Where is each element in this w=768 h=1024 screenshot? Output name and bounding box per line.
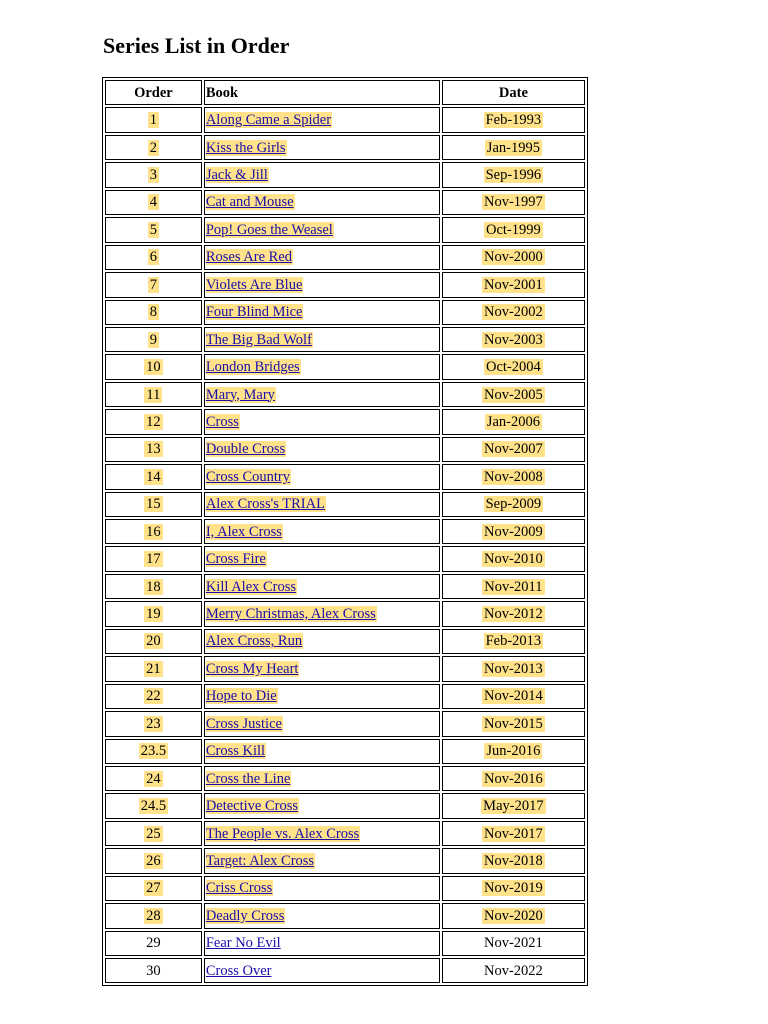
date-cell: [442, 848, 585, 873]
table-row: [105, 272, 585, 297]
order-number: 24.5: [140, 798, 167, 815]
publication-date: Nov-2020: [483, 907, 543, 924]
table-row: [105, 848, 585, 873]
series-rows: [105, 107, 585, 983]
book-title-link[interactable]: Kiss the Girls: [205, 139, 286, 156]
book-cell: [204, 793, 440, 818]
publication-date: Nov-2009: [483, 523, 543, 540]
book-cell: [204, 876, 440, 901]
order-cell: [105, 574, 202, 599]
table-row: [105, 217, 585, 242]
date-cell: [442, 711, 585, 736]
table-row: [105, 574, 585, 599]
table-row: [105, 739, 585, 764]
publication-date: May-2017: [483, 798, 544, 815]
table-row: [105, 107, 585, 132]
book-title-link[interactable]: Cross: [205, 413, 239, 430]
book-cell: [204, 107, 440, 132]
table-header-row: [105, 80, 585, 105]
order-cell: [105, 546, 202, 571]
book-cell: [204, 848, 440, 873]
book-title-link[interactable]: Alex Cross's TRIAL: [205, 496, 325, 513]
order-number: 4: [149, 194, 158, 211]
date-cell: [442, 793, 585, 818]
book-title-link[interactable]: Cross Fire: [205, 551, 266, 568]
date-cell: [442, 245, 585, 270]
date-cell: [442, 300, 585, 325]
publication-date: Nov-2012: [483, 606, 543, 623]
publication-date: Nov-1997: [483, 194, 543, 211]
order-cell: [105, 300, 202, 325]
table-row: [105, 519, 585, 544]
order-cell: [105, 327, 202, 352]
book-title-link[interactable]: Roses Are Red: [205, 249, 292, 266]
order-cell: [105, 464, 202, 489]
book-title-link[interactable]: Violets Are Blue: [205, 276, 303, 293]
table-row: [105, 821, 585, 846]
date-cell: [442, 821, 585, 846]
publication-date: Nov-2010: [483, 551, 543, 568]
order-cell: [105, 656, 202, 681]
order-number: 10: [146, 359, 161, 376]
book-title-link[interactable]: Jack & Jill: [205, 167, 268, 184]
publication-date: Nov-2001: [483, 276, 543, 293]
order-cell: [105, 629, 202, 654]
date-cell: [442, 190, 585, 215]
book-title-link[interactable]: Cross Kill: [205, 743, 266, 760]
publication-date: Nov-2011: [484, 578, 543, 595]
table-row: [105, 629, 585, 654]
publication-date: Nov-2018: [483, 852, 543, 869]
book-title-link[interactable]: Fear No Evil: [205, 935, 281, 952]
order-number: 3: [149, 167, 158, 184]
table-row: [105, 437, 585, 462]
date-cell: [442, 684, 585, 709]
table-row: [105, 684, 585, 709]
order-number: 6: [149, 249, 158, 266]
order-number: 12: [146, 413, 161, 430]
book-cell: [204, 464, 440, 489]
order-number: 21: [146, 660, 161, 677]
order-cell: [105, 848, 202, 873]
book-title-link[interactable]: Mary, Mary: [205, 386, 275, 403]
table-row: [105, 162, 585, 187]
date-cell: [442, 629, 585, 654]
order-number: 23.5: [140, 743, 167, 760]
order-cell: [105, 931, 202, 956]
publication-date: Nov-2021: [483, 935, 543, 952]
book-title-link[interactable]: Alex Cross, Run: [205, 633, 303, 650]
book-title-link[interactable]: Double Cross: [205, 441, 286, 458]
order-cell: [105, 245, 202, 270]
book-cell: [204, 766, 440, 791]
book-cell: [204, 382, 440, 407]
book-cell: [204, 601, 440, 626]
publication-date: Nov-2002: [483, 304, 543, 321]
book-cell: [204, 409, 440, 434]
publication-date: Oct-2004: [486, 359, 541, 376]
date-cell: [442, 409, 585, 434]
book-cell: [204, 821, 440, 846]
publication-date: Nov-2007: [483, 441, 543, 458]
book-cell: [204, 629, 440, 654]
publication-date: Nov-2000: [483, 249, 543, 266]
date-cell: [442, 876, 585, 901]
book-cell: [204, 958, 440, 983]
date-cell: [442, 272, 585, 297]
order-cell: [105, 793, 202, 818]
table-row: [105, 245, 585, 270]
publication-date: Feb-2013: [485, 633, 542, 650]
book-title-link[interactable]: Hope to Die: [205, 688, 277, 705]
book-cell: [204, 135, 440, 160]
publication-date: Jan-2006: [486, 413, 540, 430]
order-number: 25: [146, 825, 161, 842]
order-cell: [105, 217, 202, 242]
date-column-header: Date: [442, 80, 585, 105]
book-title-link[interactable]: Merry Christmas, Alex Cross: [205, 606, 376, 623]
book-cell: [204, 354, 440, 379]
book-cell: [204, 272, 440, 297]
date-cell: [442, 546, 585, 571]
book-cell: [204, 739, 440, 764]
order-number: 30: [146, 962, 161, 979]
table-row: [105, 656, 585, 681]
order-number: 16: [146, 523, 161, 540]
publication-date: Nov-2005: [483, 386, 543, 403]
order-cell: [105, 601, 202, 626]
book-title-link[interactable]: Cross My Heart: [205, 660, 299, 677]
table-row: [105, 903, 585, 928]
date-cell: [442, 519, 585, 544]
order-cell: [105, 519, 202, 544]
date-cell: [442, 162, 585, 187]
book-title-link[interactable]: Cross the Line: [205, 770, 291, 787]
order-cell: [105, 162, 202, 187]
order-cell: [105, 903, 202, 928]
order-cell: [105, 958, 202, 983]
order-cell: [105, 711, 202, 736]
order-number: 7: [149, 276, 158, 293]
date-cell: [442, 931, 585, 956]
table-row: [105, 492, 585, 517]
book-cell: [204, 327, 440, 352]
order-number: 5: [149, 221, 158, 238]
publication-date: Jun-2016: [486, 743, 541, 760]
book-title-link[interactable]: Target: Alex Cross: [205, 852, 315, 869]
book-title-link[interactable]: Kill Alex Cross: [205, 578, 297, 595]
date-cell: [442, 574, 585, 599]
publication-date: Sep-2009: [485, 496, 542, 513]
book-title-link[interactable]: Cross Over: [205, 962, 272, 979]
table-row: [105, 464, 585, 489]
publication-date: Nov-2003: [483, 331, 543, 348]
book-title-link[interactable]: The People vs. Alex Cross: [205, 825, 360, 842]
order-cell: [105, 272, 202, 297]
order-number: 20: [146, 633, 161, 650]
book-cell: [204, 162, 440, 187]
order-number: 17: [146, 551, 161, 568]
date-cell: [442, 107, 585, 132]
book-title-link[interactable]: Cat and Mouse: [205, 194, 294, 211]
book-cell: [204, 300, 440, 325]
book-title-link[interactable]: Deadly Cross: [205, 907, 285, 924]
date-cell: [442, 601, 585, 626]
book-title-link[interactable]: Four Blind Mice: [205, 304, 303, 321]
date-cell: [442, 739, 585, 764]
table-row: [105, 711, 585, 736]
table-row: [105, 876, 585, 901]
publication-date: Nov-2014: [483, 688, 543, 705]
date-cell: [442, 382, 585, 407]
book-cell: [204, 684, 440, 709]
table-row: [105, 766, 585, 791]
order-number: 2: [149, 139, 158, 156]
book-title-link[interactable]: Pop! Goes the Weasel: [205, 221, 333, 238]
order-cell: [105, 409, 202, 434]
table-row: [105, 327, 585, 352]
book-cell: [204, 519, 440, 544]
table-row: [105, 931, 585, 956]
order-number: 13: [146, 441, 161, 458]
order-cell: [105, 876, 202, 901]
publication-date: Oct-1999: [486, 221, 541, 238]
table-row: [105, 354, 585, 379]
book-cell: [204, 546, 440, 571]
date-cell: [442, 464, 585, 489]
book-cell: [204, 931, 440, 956]
order-number: 9: [149, 331, 158, 348]
book-title-link[interactable]: I, Alex Cross: [205, 523, 282, 540]
page-title: Series List in Order: [103, 33, 290, 58]
order-cell: [105, 739, 202, 764]
order-number: 24: [146, 770, 161, 787]
order-number: 14: [146, 468, 161, 485]
series-table: [102, 77, 588, 986]
table-row: [105, 409, 585, 434]
order-number: 22: [146, 688, 161, 705]
order-number: 29: [146, 935, 161, 952]
publication-date: Nov-2008: [483, 468, 543, 485]
table-row: [105, 135, 585, 160]
publication-date: Nov-2019: [483, 880, 543, 897]
publication-date: Nov-2017: [483, 825, 543, 842]
order-cell: [105, 437, 202, 462]
date-cell: [442, 354, 585, 379]
table-row: [105, 601, 585, 626]
date-cell: [442, 903, 585, 928]
book-title-link[interactable]: The Big Bad Wolf: [205, 331, 312, 348]
date-cell: [442, 656, 585, 681]
publication-date: Nov-2022: [483, 962, 543, 979]
order-number: 18: [146, 578, 161, 595]
date-cell: [442, 135, 585, 160]
date-cell: [442, 327, 585, 352]
book-title-link[interactable]: London Bridges: [205, 359, 300, 376]
table-row: [105, 793, 585, 818]
order-cell: [105, 382, 202, 407]
book-title-link[interactable]: Cross Justice: [205, 715, 282, 732]
book-cell: [204, 217, 440, 242]
book-title-link[interactable]: Detective Cross: [205, 798, 299, 815]
order-number: 11: [146, 386, 161, 403]
date-cell: [442, 437, 585, 462]
table-row: [105, 546, 585, 571]
order-cell: [105, 821, 202, 846]
publication-date: Jan-1995: [486, 139, 540, 156]
order-column-header: Order: [105, 80, 202, 105]
date-cell: [442, 492, 585, 517]
order-number: 23: [146, 715, 161, 732]
order-cell: [105, 135, 202, 160]
order-number: 19: [146, 606, 161, 623]
book-cell: [204, 492, 440, 517]
publication-date: Nov-2016: [483, 770, 543, 787]
date-cell: [442, 958, 585, 983]
order-cell: [105, 190, 202, 215]
book-cell: [204, 903, 440, 928]
order-number: 8: [149, 304, 158, 321]
order-number: 1: [149, 112, 158, 129]
table-row: [105, 958, 585, 983]
book-cell: [204, 190, 440, 215]
table-row: [105, 190, 585, 215]
book-cell: [204, 437, 440, 462]
book-cell: [204, 574, 440, 599]
publication-date: Feb-1993: [485, 112, 542, 129]
order-cell: [105, 107, 202, 132]
order-cell: [105, 354, 202, 379]
book-cell: [204, 245, 440, 270]
book-cell: [204, 711, 440, 736]
book-cell: [204, 656, 440, 681]
date-cell: [442, 217, 585, 242]
publication-date: Nov-2015: [483, 715, 543, 732]
order-cell: [105, 684, 202, 709]
order-number: 26: [146, 852, 161, 869]
table-row: [105, 382, 585, 407]
book-title-link[interactable]: Cross Country: [205, 468, 291, 485]
date-cell: [442, 766, 585, 791]
order-number: 28: [146, 907, 161, 924]
order-cell: [105, 492, 202, 517]
order-number: 15: [146, 496, 161, 513]
book-column-header: Book: [204, 80, 440, 105]
order-cell: [105, 766, 202, 791]
publication-date: Sep-1996: [485, 167, 542, 184]
order-number: 27: [146, 880, 161, 897]
publication-date: Nov-2013: [483, 660, 543, 677]
table-row: [105, 300, 585, 325]
book-title-link[interactable]: Criss Cross: [205, 880, 273, 897]
book-title-link[interactable]: Along Came a Spider: [205, 112, 332, 129]
